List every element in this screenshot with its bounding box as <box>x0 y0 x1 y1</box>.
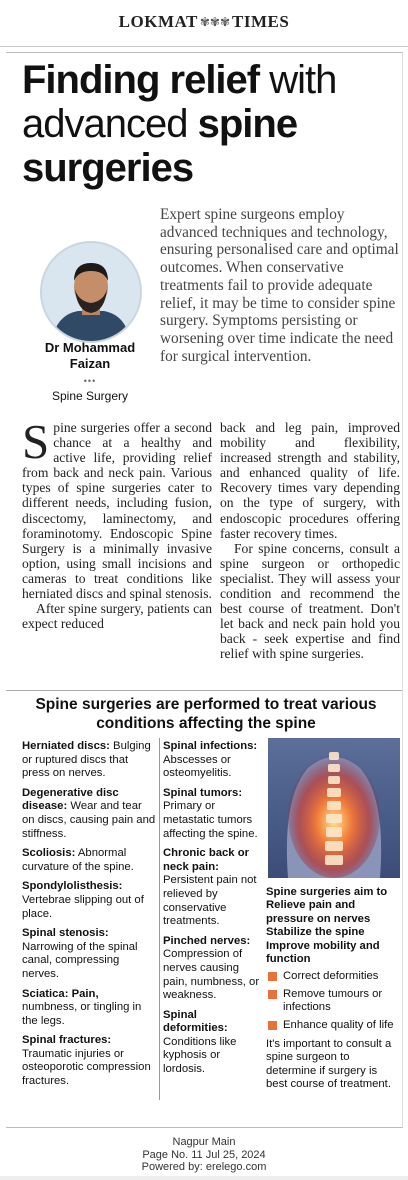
body-paragraph: After spine surgery, patients can expect reduced <box>22 601 212 632</box>
condition-term: Scoliosis: <box>22 847 76 860</box>
footer-edition: Nagpur Main <box>172 1136 236 1148</box>
condition-item <box>22 927 156 981</box>
masthead-ornament-icon: ✾✾✾ <box>199 15 231 29</box>
footer-powered-by[interactable]: Powered by: erelego.com <box>141 1161 267 1173</box>
page-footer <box>0 1136 408 1174</box>
conditions-list-2 <box>163 740 261 1083</box>
aims-heading: Spine surgeries aim to <box>266 886 388 898</box>
aim-line: Improve mobility and function <box>266 939 380 966</box>
box-title: Spine surgeries are performed to treat various conditions affecting the spine <box>35 696 377 732</box>
aim-bullet <box>266 1019 400 1032</box>
author-block <box>22 340 158 403</box>
condition-term: Chronic back or neck pain: <box>163 847 250 873</box>
condition-desc: Conditions like kyphosis or lordosis. <box>163 1035 237 1076</box>
section-divider <box>6 690 402 691</box>
headline-part: spine <box>197 102 298 146</box>
condition-item <box>22 740 156 781</box>
conditions-list-1 <box>22 740 156 1095</box>
bottom-strip <box>0 1176 408 1180</box>
author-name-line: Dr Mohammad <box>44 340 136 355</box>
author-specialty: Spine Surgery <box>51 389 129 403</box>
condition-desc: Compression of nerves causing pain, numbness, or weakness. <box>163 948 260 1002</box>
author-dots: ••• <box>83 376 97 386</box>
condition-desc: Wear and tear on discs, causing pain and stiffness. <box>22 800 156 840</box>
body-paragraph: pine surgeries offer a second chance at a healthy and active life, providing relief from back and neck pain. Various types of spine surgeries cater to different needs, including fusion, discectomy, laminectomy, and foraminotomy. Endoscopic Spine Surgery is a minimally invasive option, using small incisions and cameras to treat conditions like herniated discs and spinal stenosis. <box>22 420 212 602</box>
headline-part: surgeries <box>22 146 194 190</box>
footer-page-date: Page No. 11 Jul 25, 2024 <box>142 1148 266 1161</box>
condition-desc: Abscesses or osteomyelitis. <box>163 753 232 780</box>
bullet-square-icon <box>268 990 277 999</box>
condition-term: Spinal stenosis: <box>22 927 109 940</box>
condition-desc: Traumatic injuries or osteoporotic compression fractures. <box>22 1047 151 1088</box>
condition-item <box>22 847 156 874</box>
aim-bullet-text: Correct deformities <box>283 970 379 983</box>
condition-term: Spinal tumors: <box>163 786 243 799</box>
body-paragraph: back and leg pain, improved mobility and flexibility, increased strength and stability, and enhanced quality of life. Recovery times vary depending on the type of surgery, with endoscopic procedures offering faster recovery times. <box>220 420 400 541</box>
masthead <box>0 0 408 44</box>
intro-standfirst: Expert spine surgeons employ advanced techniques and technology, ensuring personalised care and optimal outcomes. When conservative treatments fail to provide adequate relief, it may be time to consider spine surgery. Symptoms persisting or worsening over time indicate the need for surgical intervention. <box>160 206 399 365</box>
condition-item <box>163 935 261 1003</box>
aims-note: It's important to consult a spine surgeon to determine if surgery is best course of treatment. <box>266 1038 392 1091</box>
spine-illustration <box>268 738 400 878</box>
headline-part: with <box>259 58 337 102</box>
condition-desc: Bulging or ruptured discs that press on nerves. <box>22 740 151 780</box>
condition-term: Spinal deformities: <box>163 1008 228 1035</box>
aim-bullet-text: Enhance quality of life <box>283 1018 394 1031</box>
author-photo <box>40 241 142 343</box>
headline <box>22 58 394 190</box>
headline-part: Finding relief <box>22 58 260 102</box>
condition-item <box>22 988 156 1029</box>
aim-bullet <box>266 970 400 983</box>
headline-part: advanced <box>22 102 198 146</box>
condition-desc: numbness, or tingling in the legs. <box>22 1001 142 1027</box>
aim-bullet-text: Remove tumours or infections <box>283 987 383 1014</box>
bullet-square-icon <box>268 1021 277 1030</box>
column-rule <box>159 738 160 1100</box>
condition-term: Pinched nerves: <box>163 934 251 947</box>
condition-desc: Abnormal curvature of the spine. <box>22 847 134 873</box>
bullet-square-icon <box>268 972 277 981</box>
condition-item <box>163 740 261 781</box>
top-rule <box>0 46 408 47</box>
condition-term: Spondylolisthesis: <box>22 880 123 893</box>
condition-item <box>163 787 261 841</box>
condition-item <box>163 847 261 929</box>
condition-desc: Narrowing of the spinal canal, compressing nerves. <box>22 940 138 980</box>
body-column-2 <box>220 420 400 662</box>
body-paragraph: For spine concerns, consult a spine surgeon or orthopedic specialist. They will assess your condition and recommend the best course of treatment. Don't let back and neck pain hold you back - seek expertise and find relief with spine surgeries. <box>220 540 400 662</box>
drop-cap: S <box>22 414 50 469</box>
condition-term: Sciatica: Pain, <box>22 987 99 1000</box>
condition-item <box>22 880 156 921</box>
aims-panel <box>266 886 400 1092</box>
condition-desc: Persistent pain not relieved by conservative treatments. <box>163 874 257 928</box>
author-name <box>22 340 158 372</box>
masthead-right: TIMES <box>232 12 290 31</box>
condition-desc: Vertebrae slipping out of place. <box>22 893 144 920</box>
aim-line: Stabilize the spine <box>266 926 365 939</box>
condition-item <box>22 1034 156 1088</box>
condition-term: Herniated discs: <box>22 740 110 752</box>
condition-item <box>163 1009 261 1077</box>
masthead-left: LOKMAT <box>118 12 198 31</box>
condition-term: Spinal fractures: <box>22 1034 112 1047</box>
aim-line: Relieve pain and pressure on nerves <box>266 899 371 925</box>
condition-item <box>22 787 156 841</box>
aim-bullet <box>266 988 400 1015</box>
author-name-line: Faizan <box>69 356 111 371</box>
body-column-1 <box>22 414 212 632</box>
condition-term: Spinal infections: <box>163 740 258 752</box>
condition-desc: Primary or metastatic tumors affecting the spine. <box>163 800 258 840</box>
condition-term: Degenerative disc disease: <box>22 786 119 813</box>
